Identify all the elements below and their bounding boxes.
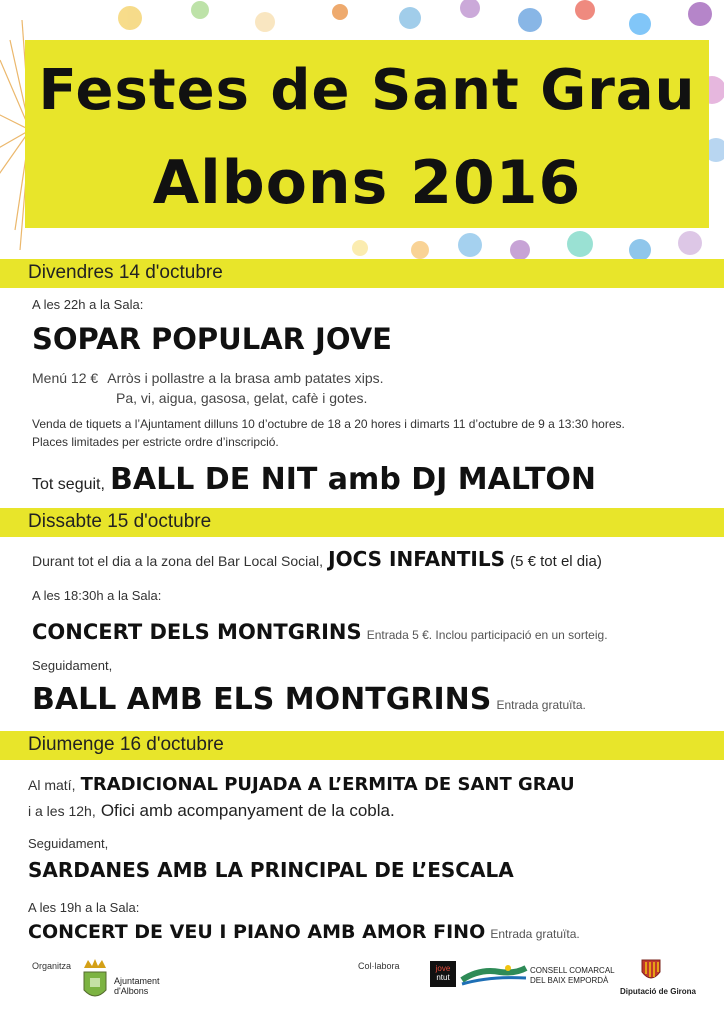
event-price: (5 € tot el dia) xyxy=(510,553,602,570)
joventut-line: jove xyxy=(435,964,451,973)
event-intro: A les 22h a la Sala: xyxy=(32,297,144,312)
event-intro: Seguidament, xyxy=(28,836,109,851)
event-title: CONCERT DELS MONTGRINS xyxy=(32,620,362,644)
consell-comarcal-name xyxy=(530,966,615,986)
event-note: Entrada gratuïta. xyxy=(496,698,586,712)
tickets-info: Venda de tiquets a l’Ajuntament dilluns 10 d’octubre de 18 a 20 hores i dimarts 11 d’octubre de 9 a 13:30 hores. xyxy=(32,417,625,431)
day-header-saturday xyxy=(0,508,724,537)
tickets-info: Places limitades per estricte ordre d’inscripció. xyxy=(32,435,279,449)
ajuntament-line: Ajuntament xyxy=(114,976,160,986)
menu-label: Menú 12 € xyxy=(32,370,99,386)
day-label: Dissabte 15 d'octubre xyxy=(28,511,212,532)
event-title: TRADICIONAL PUJADA A L’ERMITA DE SANT GRAU xyxy=(80,774,575,795)
event-title: JOCS INFANTILS xyxy=(328,547,506,571)
event-line xyxy=(28,774,575,795)
event-line xyxy=(28,921,580,943)
col-labora-label: Col·labora xyxy=(358,961,400,971)
event-text: Ofici amb acompanyament de la cobla. xyxy=(100,801,395,820)
event-prefix: Tot seguit, xyxy=(32,476,105,493)
joventut-line: ntut xyxy=(436,973,450,982)
ajuntament-name xyxy=(114,976,160,996)
event-intro: A les 19h a la Sala: xyxy=(28,900,140,915)
day-header-friday xyxy=(0,259,724,288)
event-prefix: Durant tot el dia a la zona del Bar Local Social, xyxy=(32,553,324,569)
page-title: Festes de Sant Grau xyxy=(38,58,696,123)
day-header-sunday xyxy=(0,731,724,760)
organitza-label: Organitza xyxy=(32,961,72,971)
consell-comarcal-logo-icon xyxy=(460,962,528,988)
event-note: Entrada gratuïta. xyxy=(490,927,580,941)
ajuntament-line: d'Albons xyxy=(114,986,149,996)
event-note: Entrada 5 €. Inclou participació en un sorteig. xyxy=(366,628,608,642)
diputacio-name: Diputació de Girona xyxy=(620,987,697,996)
event-title: SARDANES AMB LA PRINCIPAL DE L’ESCALA xyxy=(28,858,514,882)
page-subtitle: Albons 2016 xyxy=(152,148,582,218)
menu-text: Pa, vi, aigua, gasosa, gelat, cafè i gotes. xyxy=(116,390,368,406)
day-label: Divendres 14 d'octubre xyxy=(28,262,223,283)
consell-line: DEL BAIX EMPORDÀ xyxy=(530,976,609,985)
event-title: SOPAR POPULAR JOVE xyxy=(32,322,392,356)
consell-line: CONSELL COMARCAL xyxy=(530,966,615,975)
menu-line xyxy=(32,368,384,387)
title-banner xyxy=(25,40,709,228)
event-intro: Seguidament, xyxy=(32,658,113,673)
event-line xyxy=(28,801,395,821)
event-title: BALL DE NIT amb DJ MALTON xyxy=(110,462,597,497)
event-line xyxy=(32,547,602,571)
event-line xyxy=(32,682,586,717)
event-line xyxy=(32,462,596,497)
event-line xyxy=(32,620,608,644)
joventut-logo xyxy=(430,961,456,987)
event-prefix: i a les 12h, xyxy=(28,803,96,819)
top-dots-decoration xyxy=(118,0,712,35)
diputacio-crest-icon xyxy=(640,956,662,984)
event-prefix: Al matí, xyxy=(28,777,76,793)
event-intro: A les 18:30h a la Sala: xyxy=(32,588,162,603)
event-title: CONCERT DE VEU I PIANO AMB AMOR FINO xyxy=(28,921,486,943)
day-label: Diumenge 16 d'octubre xyxy=(28,734,224,755)
event-title: BALL AMB ELS MONTGRINS xyxy=(32,682,492,717)
ajuntament-crest-icon xyxy=(80,958,110,1004)
menu-text: Arròs i pollastre a la brasa amb patates xips. xyxy=(107,370,384,386)
